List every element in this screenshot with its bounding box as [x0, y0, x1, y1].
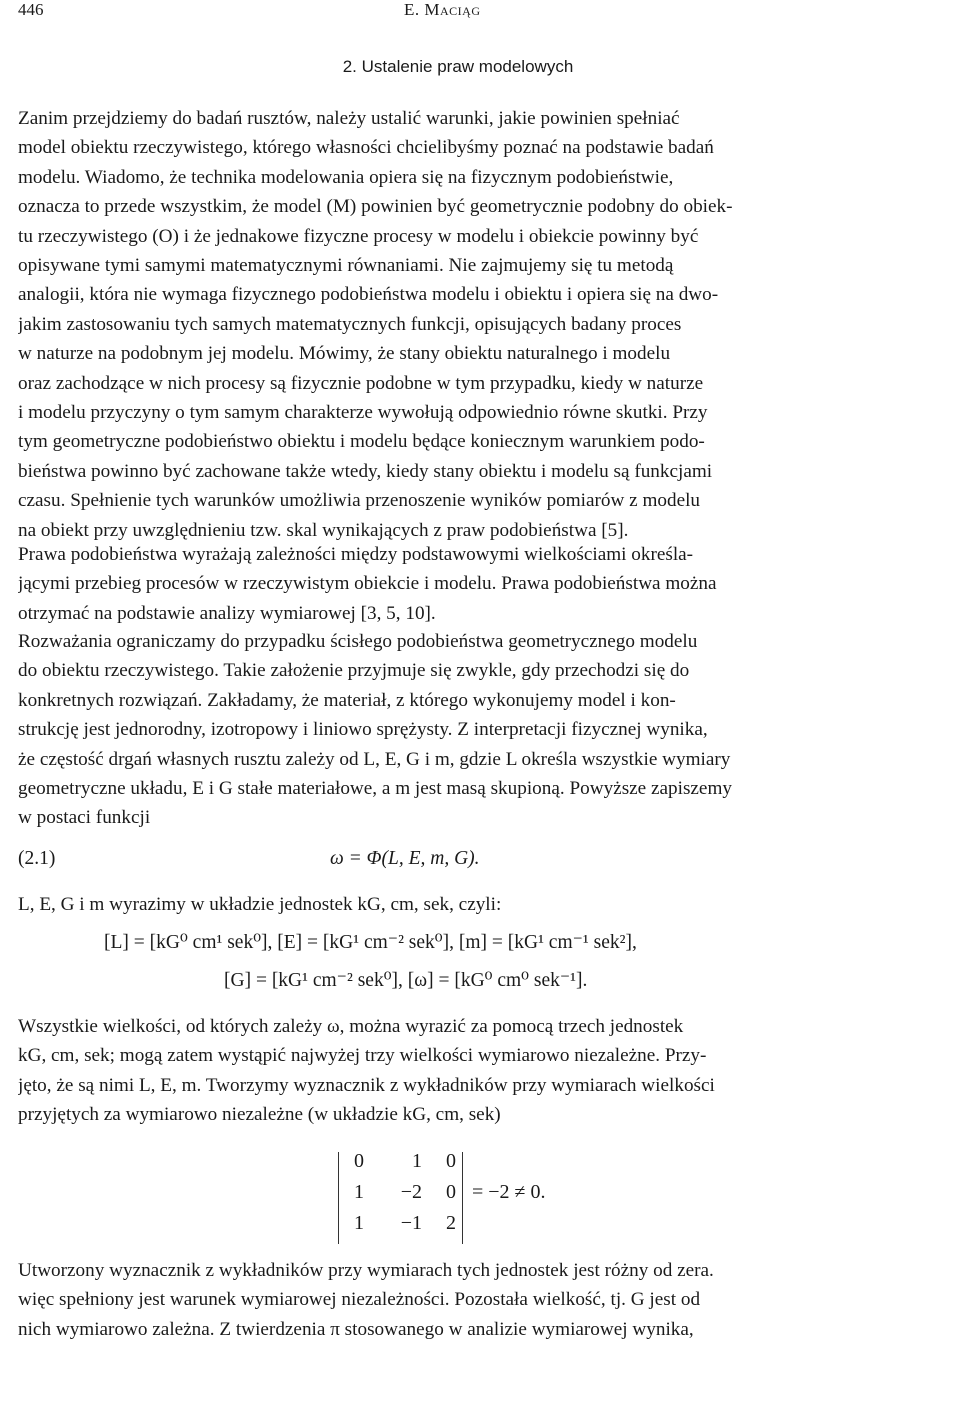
text-line: kG, cm, sek; mogą zatem wystąpić najwyżej trzy wielkości wymiarowo niezależne. Przy-: [18, 1045, 707, 1067]
determinant-row: [338, 1181, 468, 1211]
determinant-cell: 0: [354, 1150, 364, 1172]
paragraph-4: [18, 890, 898, 919]
text-line: tu rzeczywistego (O) i że jednakowe fizyczne procesy w modelu i obiekcie powinny być: [18, 225, 699, 247]
determinant-row: [338, 1150, 468, 1180]
determinant-cell: 1: [412, 1150, 422, 1172]
paragraph-3: [18, 627, 898, 833]
text-line: strukcję jest jednorodny, izotropowy i liniowo sprężysty. Z interpretacji fizycznej wynika,: [18, 719, 708, 741]
text-line: w naturze na podobnym jej modelu. Mówimy, że stany obiektu naturalnego i modelu: [18, 343, 671, 365]
text-line: przyjętych za wymiarowo niezależne (w układzie kG, cm, sek): [18, 1104, 501, 1126]
text-line: czasu. Spełnienie tych warunków umożliwia przenoszenie wyników pomiarów z modelu: [18, 490, 701, 512]
running-header: [18, 0, 898, 24]
paragraph-5: [18, 1012, 898, 1130]
text-line: tym geometryczne podobieństwo obiektu i modelu będące koniecznym warunkiem podo-: [18, 431, 705, 453]
equation-expression: ω = Φ(L, E, m, G).: [330, 848, 480, 869]
text-line: geometryczne układu, E i G stałe materiałowe, a m jest masą skupioną. Powyższe zapiszemy: [18, 778, 732, 800]
text-line: jęto, że są nimi L, E, m. Tworzymy wyznacznik z wykładników przy wymiarach wielkości: [18, 1074, 715, 1096]
determinant-cell: 1: [354, 1181, 364, 1203]
text-line: Rozważania ograniczamy do przypadku ścisłego podobieństwa geometrycznego modelu: [18, 631, 698, 652]
equation-2-1: [18, 848, 898, 878]
equation-label: (2.1): [18, 848, 56, 869]
text-line: Prawa podobieństwa wyrażają zależności między podstawowymi wielkościami określa-: [18, 544, 694, 565]
text-line: oraz zachodzące w nich procesy są fizycznie podobne w tym przypadku, kiedy w naturze: [18, 372, 704, 394]
text-line: L, E, G i m wyrazimy w układzie jednostek kG, cm, sek, czyli:: [18, 894, 502, 915]
text-line: Utworzony wyznacznik z wykładników przy wymiarach tych jednostek jest różny od zera.: [18, 1260, 714, 1281]
text-line: analogii, która nie wymaga fizycznego podobieństwa modelu i obiektu i opiera się na dwo-: [18, 284, 719, 306]
determinant-cell: −2: [400, 1181, 422, 1203]
determinant-cell: 2: [446, 1212, 456, 1234]
text-line: opisywane tymi samymi matematycznymi równaniami. Nie zajmujemy się tu metodą: [18, 255, 674, 277]
text-line: oznacza to przede wszystkim, że model (M) powinien być geometrycznie podobny do obiek-: [18, 196, 733, 218]
determinant-cell: 0: [446, 1150, 456, 1172]
text-line: modelu. Wiadomo, że technika modelowania opiera się na fizycznym podobieństwie,: [18, 166, 674, 188]
determinant-result: = −2 ≠ 0.: [472, 1181, 546, 1203]
section-title: 2. Ustalenie praw modelowych: [342, 57, 574, 76]
determinant-cell: 1: [354, 1212, 364, 1234]
text-line: konkretnych rozwiązań. Zakładamy, że materiał, z którego wykonujemy model i kon-: [18, 689, 676, 711]
dimension-formula-2: [G] = [kG¹ cm⁻² sek⁰], [ω] = [kG⁰ cm⁰ sek⁻¹].: [224, 970, 588, 991]
text-line: w postaci funkcji: [18, 807, 151, 829]
text-line: otrzymać na podstawie analizy wymiarowej [3, 5, 10].: [18, 602, 436, 624]
text-line: na obiekt przy uwzględnieniu tzw. skal wynikających z praw podobieństwa [5].: [18, 519, 629, 541]
text-line: jącymi przebieg procesów w rzeczywistym obiekcie i modelu. Prawa podobieństwa można: [18, 573, 717, 595]
determinant: [338, 1148, 618, 1248]
text-line: więc spełniony jest warunek wymiarowej niezależności. Pozostała wielkość, tj. G jest od: [18, 1289, 701, 1311]
text-line: jakim zastosowaniu tych samych matematycznych funkcji, opisujących badany proces: [18, 313, 682, 335]
page-number: 446: [18, 0, 44, 19]
dimension-formula-1: [L] = [kG⁰ cm¹ sek⁰], [E] = [kG¹ cm⁻² sek⁰], [m] = [kG¹ cm⁻¹ sek²],: [104, 932, 637, 953]
paragraph-1: [18, 104, 898, 545]
text-line: że częstość drgań własnych rusztu zależy od L, E, G i m, gdzie L określa wszystkie wymiary: [18, 748, 731, 770]
determinant-cell: 0: [446, 1181, 456, 1203]
paragraph-2: [18, 540, 898, 628]
determinant-row: [338, 1212, 468, 1242]
paragraph-6: [18, 1256, 898, 1344]
text-line: bieństwa powinno być zachowane także wtedy, kiedy stany obiektu i modelu są funkcjami: [18, 460, 713, 482]
text-line: Wszystkie wielkości, od których zależy ω, można wyrazić za pomocą trzech jednostek: [18, 1016, 684, 1037]
text-line: Zanim przejdziemy do badań rusztów, należy ustalić warunki, jakie powinien spełniać: [18, 108, 680, 129]
text-line: model obiektu rzeczywistego, którego własności chcielibyśmy poznać na podstawie badań: [18, 137, 714, 159]
text-line: do obiektu rzeczywistego. Takie założenie przyjmuje się zwykle, gdy przechodzi się do: [18, 660, 690, 682]
text-line: i modelu przyczyny o tym samym charakterze wywołują odpowiednio równe skutki. Przy: [18, 402, 708, 424]
running-author: E. Maciąg: [404, 0, 481, 19]
text-line: nich wymiarowo zależna. Z twierdzenia π stosowanego w analizie wymiarowej wynika,: [18, 1318, 694, 1340]
determinant-cell: −1: [400, 1212, 422, 1234]
